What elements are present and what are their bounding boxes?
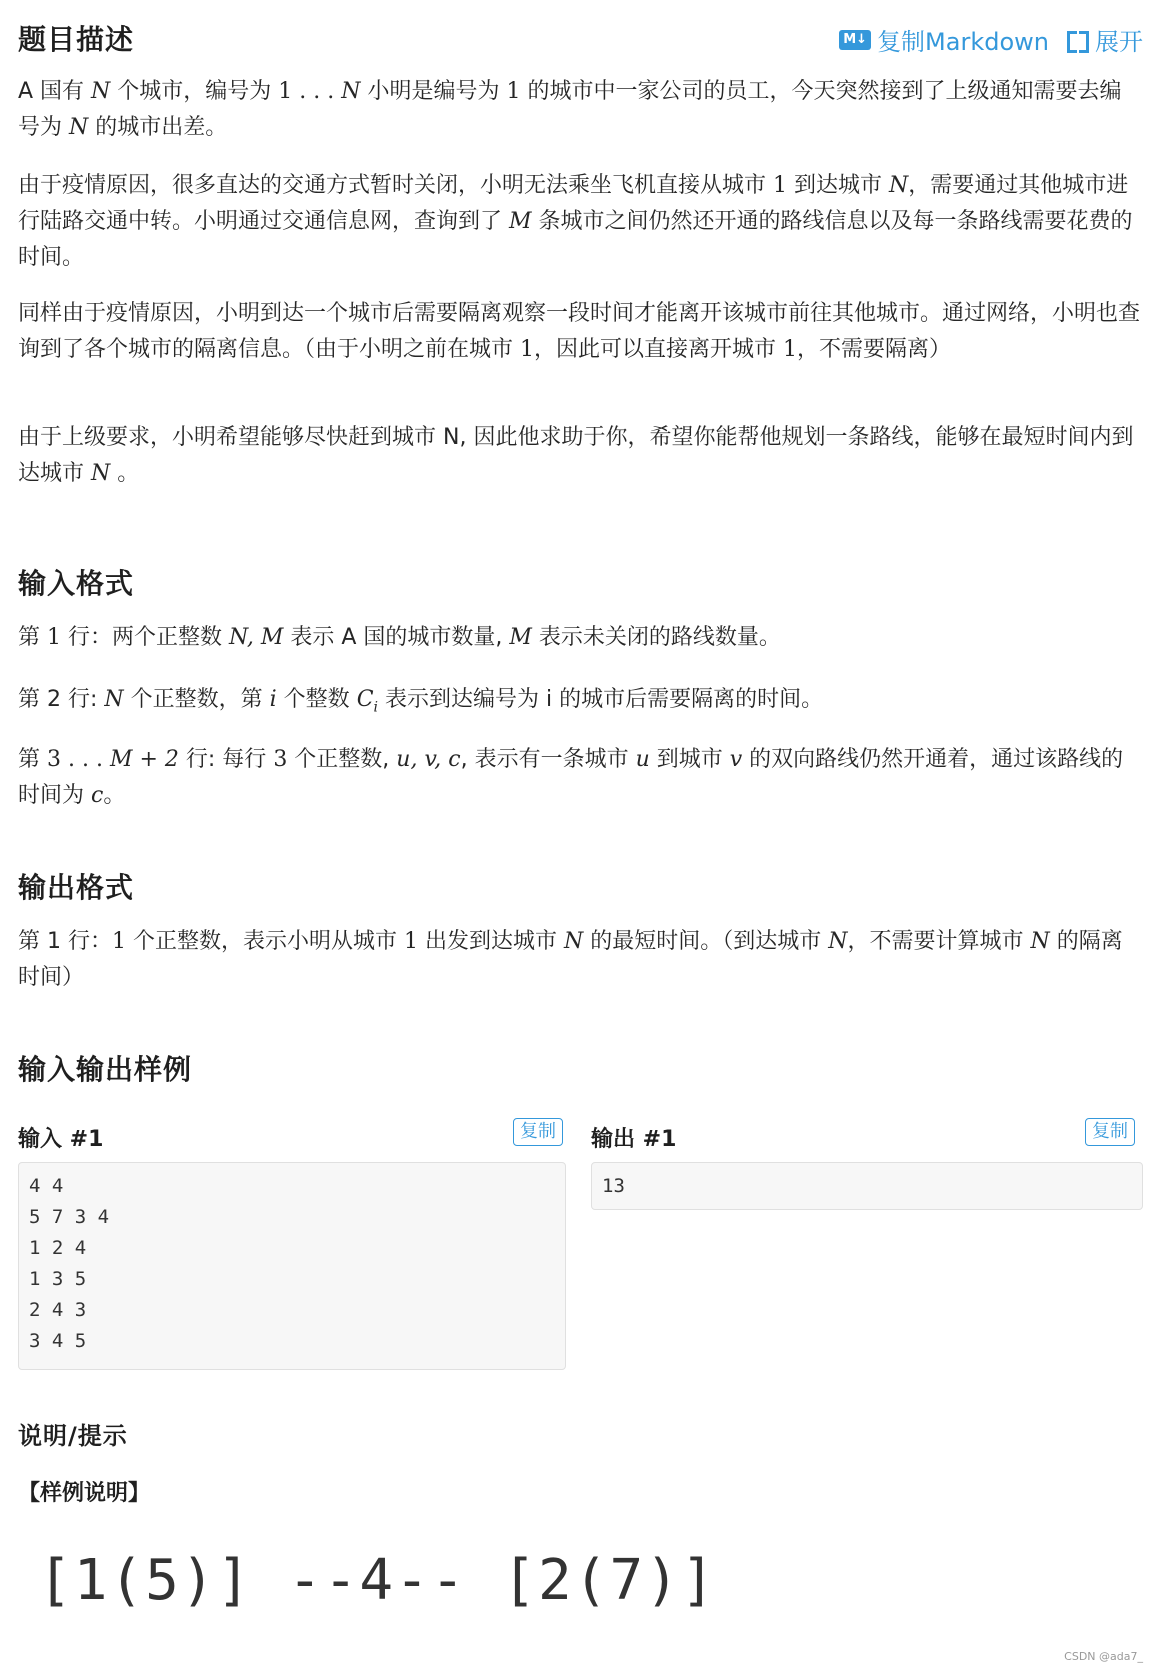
header-row	[18, 18, 1143, 62]
samples-title: 输入输出样例	[18, 1053, 193, 1086]
input-line: 3 4 5	[29, 1330, 87, 1352]
output-format-title: 输出格式	[18, 871, 135, 904]
sample-graph-line: [1(5)] --4-- [2(7)]	[38, 1548, 717, 1613]
input-format-title: 输入格式	[18, 567, 135, 600]
sample-note-heading: 【样例说明】	[18, 1481, 151, 1506]
input-line: 4 4	[29, 1175, 64, 1197]
output-sample-box[interactable]	[591, 1162, 1143, 1210]
page-title: 题目描述	[18, 23, 135, 56]
description-paragraph-4: 由于上级要求，小明希望能够尽快赶到城市 N, 因此他求助于你，希望你能帮他规划一条路线，能够在最短时间内到达城市 N 。	[18, 425, 1134, 486]
watermark: CSDN @ada7_	[1064, 1650, 1143, 1663]
input-format-line-3: 第 3 . . . M + 2 行: 每行 3 个正整数, u, v, c, 表示有一条城市 u 到城市 v 的双向路线仍然开通着，通过该路线的时间为 c。	[18, 747, 1124, 808]
copy-input-button[interactable]: 复制	[513, 1118, 563, 1146]
description-paragraph-2: 由于疫情原因，很多直达的交通方式暂时关闭，小明无法乘坐飞机直接从城市 1 到达城市 N，需要通过其他城市进行陆路交通中转。小明通过交通信息网，查询到了 M 条城市之间仍然还开通的路线信息以及每一条路线需要花费的时间。	[18, 173, 1133, 270]
input-line: 5 7 3 4	[29, 1206, 110, 1228]
input-line: 1 3 5	[29, 1268, 87, 1290]
expand-icon	[1067, 29, 1089, 51]
markdown-icon: M↓	[839, 30, 871, 50]
input-format-line-2: 第 2 行: N 个正整数，第 i 个整数 $C_i$ 表示到达编号为 i 的城市后需要隔离的时间。	[18, 687, 824, 716]
output-line: 13	[602, 1175, 625, 1197]
notes-title: 说明/提示	[18, 1422, 128, 1450]
input-format-line-1: 第 1 行：两个正整数 N, M 表示 A 国的城市数量, M 表示未关闭的路线数量。	[18, 625, 781, 650]
copy-markdown-label: 复制Markdown	[877, 28, 1049, 56]
input-line: 2 4 3	[29, 1299, 87, 1321]
output-sample-label: 输出 #1	[591, 1127, 677, 1152]
toolbar	[839, 22, 1143, 57]
copy-output-button[interactable]: 复制	[1085, 1118, 1135, 1146]
input-line: 1 2 4	[29, 1237, 87, 1259]
input-sample-box[interactable]	[18, 1162, 566, 1370]
expand-label: 展开	[1095, 28, 1143, 56]
description-paragraph-1: A 国有 N 个城市，编号为 1 . . . N 小明是编号为 1 的城市中一家公司的员工，今天突然接到了上级通知需要去编号为 N 的城市出差。	[18, 79, 1122, 140]
copy-markdown-button[interactable]	[839, 22, 1049, 57]
input-sample-label: 输入 #1	[18, 1127, 104, 1152]
description-paragraph-3: 同样由于疫情原因，小明到达一个城市后需要隔离观察一段时间才能离开该城市前往其他城市。通过网络，小明也查询到了各个城市的隔离信息。（由于小明之前在城市 1，因此可以直接离开城市 1，不需要隔离）	[18, 301, 1141, 362]
output-format-line-1: 第 1 行：1 个正整数，表示小明从城市 1 出发到达城市 N 的最短时间。（到达城市 N，不需要计算城市 N 的隔离时间）	[18, 929, 1123, 990]
expand-button[interactable]	[1067, 22, 1143, 57]
